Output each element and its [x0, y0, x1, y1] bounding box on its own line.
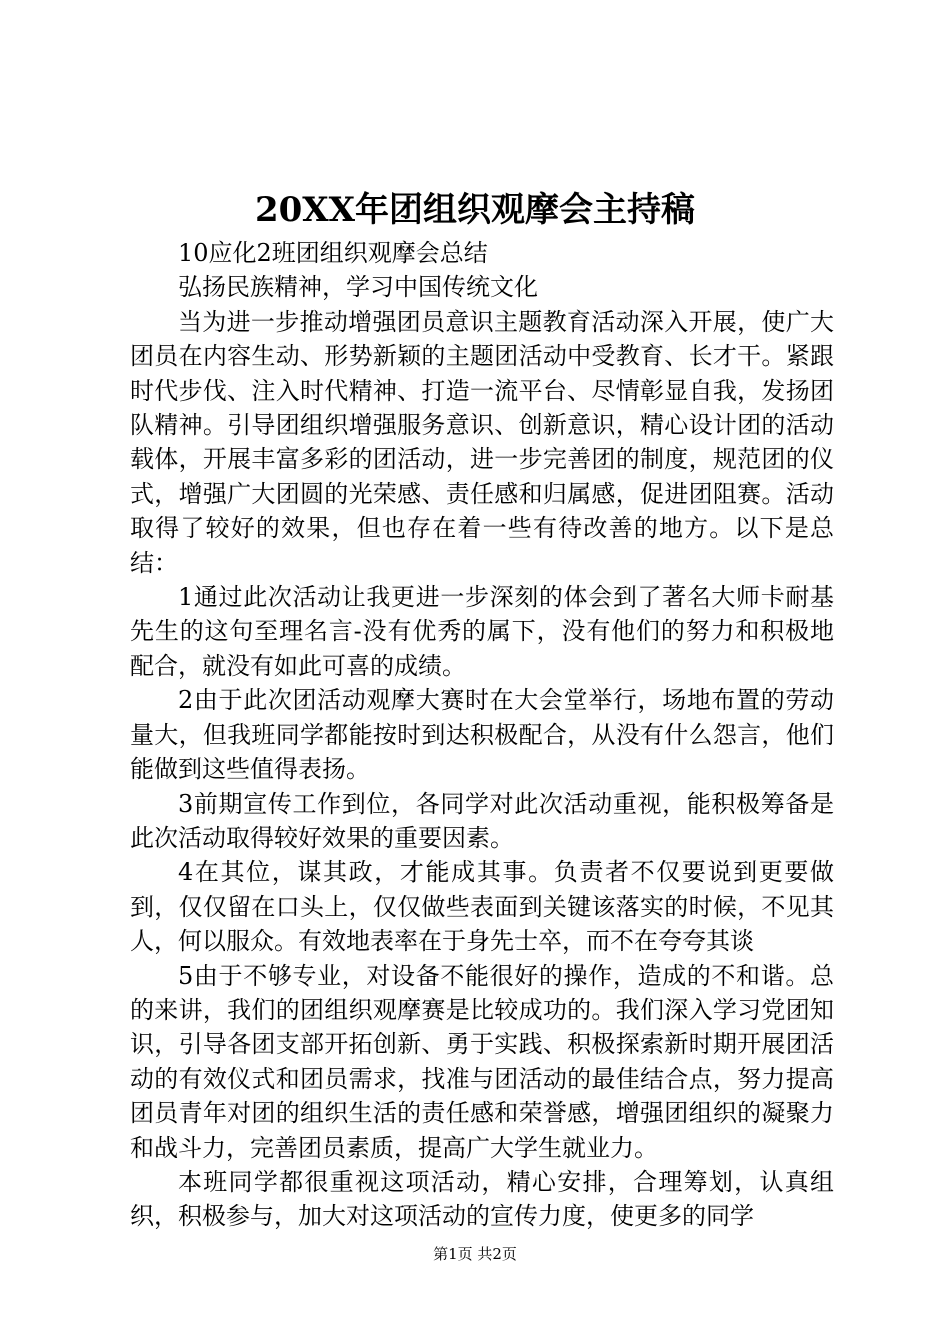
document-body [130, 236, 834, 1234]
body-paragraph: 本班同学都很重视这项活动，精心安排，合理筹划，认真组织，积极参与，加大对这项活动的宣传力度，使更多的同学 [130, 1167, 834, 1231]
body-paragraph: 3前期宣传工作到位，各同学对此次活动重视，能积极筹备是此次活动取得较好效果的重要因素。 [130, 789, 834, 852]
body-paragraph: 当为进一步推动增强团员意识主题教育活动深入开展，使广大团员在内容生动、形势新颖的主题团活动中受教育、长才干。紧跟时代步伐、注入时代精神、打造一流平台、尽情彰显自我，发扬团队精神。引导团组织增强服务意识、创新意识，精心设计团的活动载体，开展丰富多彩的团活动，进一步完善团的制度，规范团的仪式，增强广大团圆的光荣感、责任感和归属感，促进团阻赛。活动取得了较好的效果，但也存在着一些有待改善的地方。以下是总结： [130, 307, 834, 577]
body-paragraph: 弘扬民族精神，学习中国传统文化 [178, 273, 538, 302]
body-paragraph: 5由于不够专业，对设备不能很好的操作，造成的不和谐。总的来讲，我们的团组织观摩赛是比较成功的。我们深入学习党团知识，引导各团支部开拓创新、勇于实践、积极探索新时期开展团活动的有效仪式和团员需求，找准与团活动的最佳结合点，努力提高团员青年对团的组织生活的责任感和荣誉感，增强团组织的凝聚力和战斗力，完善团员素质，提高广大学生就业力。 [130, 961, 834, 1162]
document-title: 20XX年团组织观摩会主持稿 [254, 190, 696, 230]
body-paragraph: 4在其位，谋其政，才能成其事。负责者不仅要说到更要做到，仅仅留在口头上，仅仅做些表面到关键该落实的时候，不见其人，何以服众。有效地表率在于身先士卒，而不在夸夸其谈 [130, 858, 834, 956]
body-paragraph: 1通过此次活动让我更进一步深刻的体会到了著名大师卡耐基先生的这句至理名言-没有优秀的属下，没有他们的努力和积极地配合，就没有如此可喜的成绩。 [130, 583, 834, 680]
body-paragraph: 2由于此次团活动观摩大赛时在大会堂举行，场地布置的劳动量大，但我班同学都能按时到达积极配合，从没有什么怨言，他们能做到这些值得表扬。 [130, 686, 834, 784]
page-number-footer: 第1页 共2页 [433, 1245, 517, 1263]
body-paragraph: 10应化2班团组织观摩会总结 [178, 239, 488, 267]
